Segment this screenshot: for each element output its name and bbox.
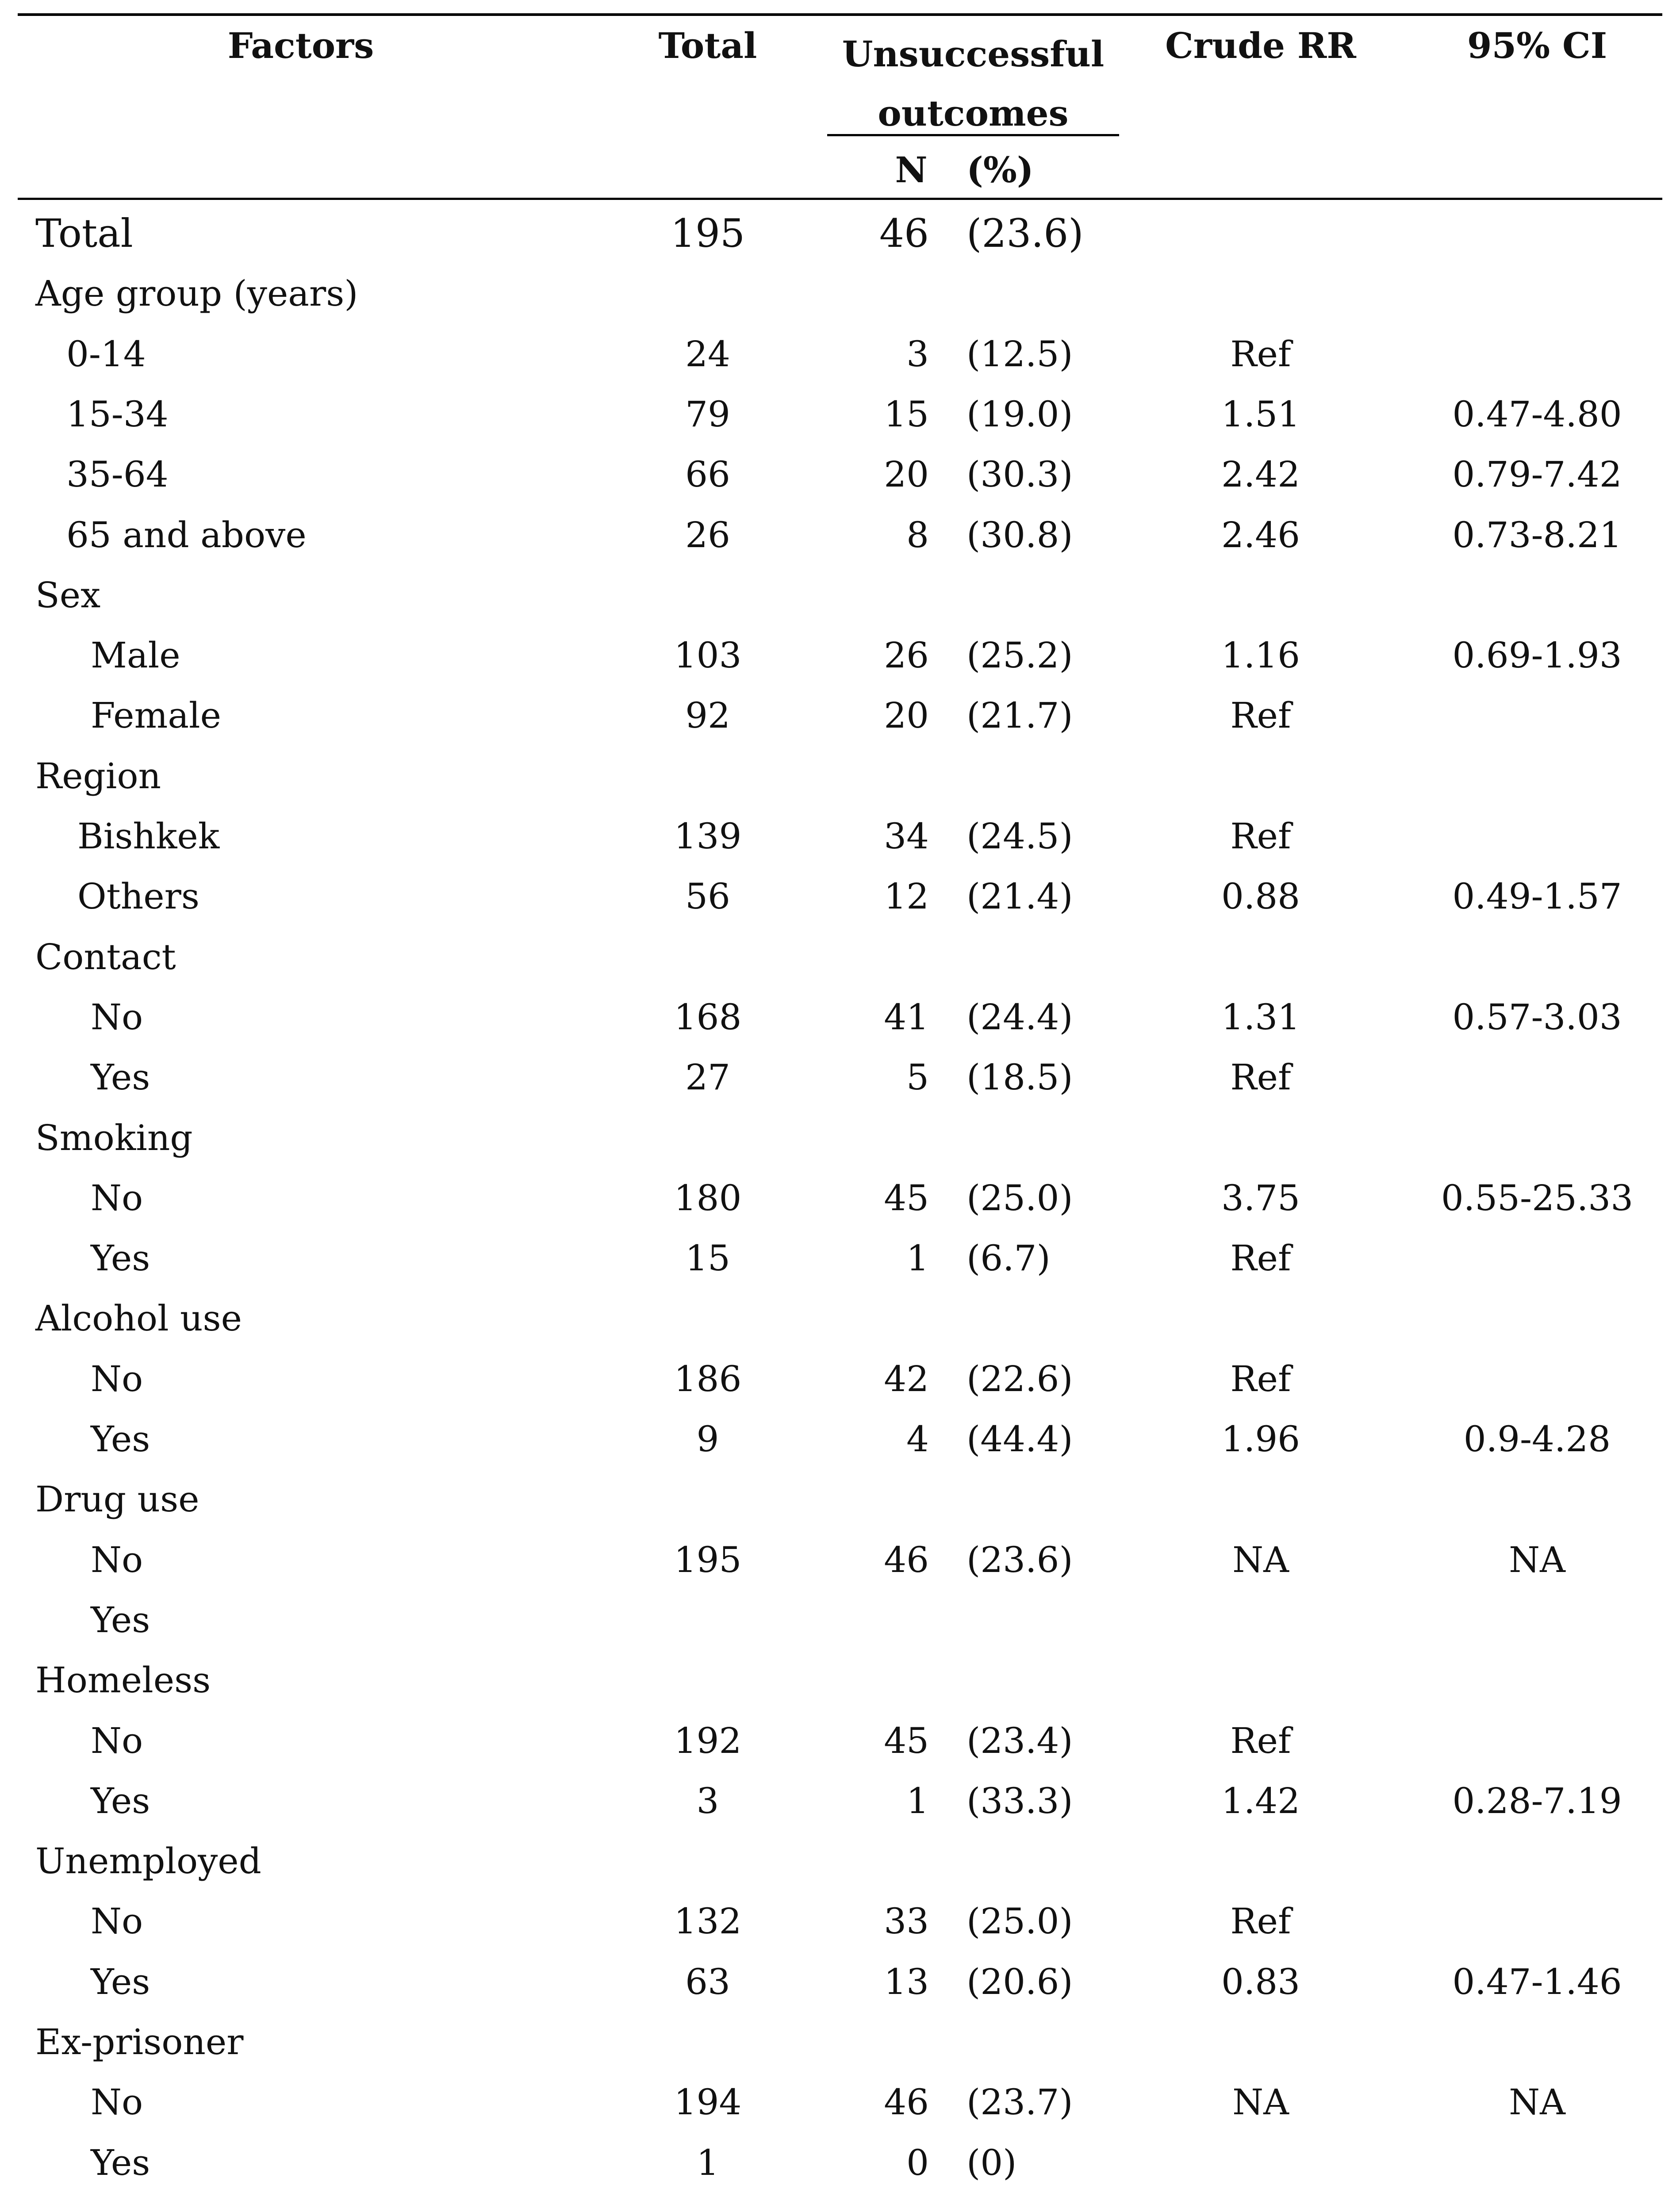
row-label: 65 and above <box>66 514 307 556</box>
row-n: 34 <box>884 816 929 857</box>
table-row <box>0 1288 1680 1349</box>
table-row <box>0 1047 1680 1108</box>
table-row <box>0 384 1680 445</box>
row-label: No <box>91 1720 143 1761</box>
row-crude-rr: Ref <box>1230 1358 1291 1399</box>
row-n: 1 <box>906 1780 929 1821</box>
table-row <box>0 1168 1680 1228</box>
row-crude-rr: 0.83 <box>1221 1961 1300 2002</box>
row-total: 3 <box>696 1780 719 1821</box>
row-crude-rr: 2.46 <box>1221 514 1300 556</box>
row-total: 168 <box>674 996 742 1038</box>
row-label: Drug use <box>35 1479 199 1520</box>
row-total: 79 <box>685 393 730 435</box>
row-percent: (23.6) <box>967 211 1084 256</box>
header-crude-rr: Crude RR <box>1165 25 1356 66</box>
table-row <box>0 1650 1680 1710</box>
row-ci: 0.57-3.03 <box>1452 996 1622 1038</box>
table-row <box>0 1831 1680 1891</box>
row-percent: (0) <box>967 2142 1017 2183</box>
row-n: 13 <box>884 1961 929 2002</box>
row-percent: (30.3) <box>967 454 1073 495</box>
header-n: N <box>895 149 928 191</box>
table-row <box>0 264 1680 324</box>
row-percent: (23.4) <box>967 1720 1073 1761</box>
row-total: 132 <box>674 1901 742 1942</box>
row-percent: (6.7) <box>967 1238 1051 1279</box>
row-n: 4 <box>906 1419 929 1460</box>
row-n: 45 <box>884 1720 929 1761</box>
row-crude-rr: Ref <box>1230 816 1291 857</box>
row-crude-rr: 1.31 <box>1221 996 1300 1038</box>
row-label: No <box>91 1901 143 1942</box>
row-label: Alcohol use <box>35 1298 242 1339</box>
row-n: 15 <box>884 393 929 435</box>
header-95-ci: 95% CI <box>1467 25 1607 66</box>
row-ci: NA <box>1509 2082 1565 2123</box>
row-label: Contact <box>35 936 176 978</box>
row-label: No <box>91 1358 143 1399</box>
row-percent: (25.2) <box>967 635 1073 676</box>
row-total: 63 <box>685 1961 730 2002</box>
row-n: 46 <box>879 211 929 256</box>
table-row <box>0 445 1680 505</box>
row-total: 26 <box>685 514 730 556</box>
row-label: No <box>91 1177 143 1219</box>
row-crude-rr: NA <box>1232 2082 1289 2123</box>
row-total: 139 <box>674 816 742 857</box>
row-n: 20 <box>884 695 929 736</box>
row-crude-rr: 3.75 <box>1221 1177 1300 1219</box>
row-label: Yes <box>91 1961 150 2002</box>
row-total: 24 <box>685 333 730 375</box>
subheader-rule <box>827 134 1119 136</box>
row-percent: (25.0) <box>967 1177 1073 1219</box>
row-total: 1 <box>696 2142 719 2183</box>
row-percent: (25.0) <box>967 1901 1073 1942</box>
row-crude-rr: 1.51 <box>1221 393 1300 435</box>
row-label: 35-64 <box>66 454 169 495</box>
table-row <box>0 1409 1680 1469</box>
row-crude-rr: Ref <box>1230 695 1291 736</box>
row-percent: (44.4) <box>967 1419 1073 1460</box>
row-n: 46 <box>884 2082 929 2123</box>
table-row <box>0 625 1680 686</box>
row-ci: 0.47-4.80 <box>1452 393 1622 435</box>
table-row <box>0 2072 1680 2132</box>
table-row <box>0 1952 1680 2012</box>
row-label: 15-34 <box>66 393 169 435</box>
table-row <box>0 806 1680 866</box>
row-percent: (18.5) <box>967 1057 1073 1098</box>
row-ci: NA <box>1509 1539 1565 1580</box>
table-row <box>0 746 1680 806</box>
table-row <box>0 927 1680 987</box>
row-percent: (24.5) <box>967 816 1073 857</box>
header-total: Total <box>658 25 757 66</box>
table-row <box>0 324 1680 384</box>
table-row <box>0 565 1680 625</box>
row-total: 195 <box>674 1539 742 1580</box>
row-total: 186 <box>674 1358 742 1399</box>
row-label: 0-14 <box>66 333 146 375</box>
table-row <box>0 1530 1680 1590</box>
table-row <box>0 505 1680 565</box>
row-n: 46 <box>884 1539 929 1580</box>
row-label: Yes <box>91 1599 150 1641</box>
row-ci: 0.49-1.57 <box>1452 876 1622 917</box>
table-row <box>0 1108 1680 1168</box>
row-ci: 0.55-25.33 <box>1441 1177 1634 1219</box>
table-row <box>0 2133 1680 2193</box>
row-percent: (12.5) <box>967 333 1073 375</box>
row-total: 195 <box>671 211 745 256</box>
row-crude-rr: Ref <box>1230 333 1291 375</box>
row-crude-rr: 1.16 <box>1221 635 1300 676</box>
row-n: 8 <box>906 514 929 556</box>
header-factors: Factors <box>227 25 374 66</box>
header-unsuccessful-outcomes: Unsuccessful outcomes <box>842 33 1105 134</box>
row-percent: (30.8) <box>967 514 1073 556</box>
row-label: Yes <box>91 1238 150 1279</box>
row-crude-rr: Ref <box>1230 1057 1291 1098</box>
table-row <box>0 1891 1680 1951</box>
row-n: 41 <box>884 996 929 1038</box>
row-crude-rr: 0.88 <box>1221 876 1300 917</box>
row-percent: (19.0) <box>967 393 1073 435</box>
row-label: Homeless <box>35 1660 211 1701</box>
row-total: 192 <box>674 1720 742 1761</box>
row-percent: (20.6) <box>967 1961 1073 2002</box>
row-percent: (21.4) <box>967 876 1073 917</box>
row-percent: (23.6) <box>967 1539 1073 1580</box>
row-total: 66 <box>685 454 730 495</box>
row-label: Yes <box>91 2142 150 2183</box>
top-rule <box>18 13 1662 16</box>
row-crude-rr: Ref <box>1230 1720 1291 1761</box>
table-row <box>0 1771 1680 1831</box>
row-label: No <box>91 2082 143 2123</box>
row-total: 103 <box>674 635 742 676</box>
row-label: Female <box>91 695 221 736</box>
table-row <box>0 1228 1680 1288</box>
row-total: 27 <box>685 1057 730 1098</box>
row-ci: 0.69-1.93 <box>1452 635 1622 676</box>
row-n: 45 <box>884 1177 929 1219</box>
row-label: Yes <box>91 1419 150 1460</box>
row-percent: (24.4) <box>967 996 1073 1038</box>
row-crude-rr: Ref <box>1230 1238 1291 1279</box>
table-row <box>0 1590 1680 1650</box>
row-crude-rr: 2.42 <box>1221 454 1300 495</box>
row-total: 92 <box>685 695 730 736</box>
row-crude-rr: Ref <box>1230 1901 1291 1942</box>
row-label: Ex-prisoner <box>35 2021 244 2063</box>
row-label: Region <box>35 755 161 797</box>
row-n: 12 <box>884 876 929 917</box>
row-n: 26 <box>884 635 929 676</box>
row-label: Total <box>35 211 133 256</box>
row-label: Male <box>91 635 180 676</box>
row-n: 3 <box>906 333 929 375</box>
row-n: 1 <box>906 1238 929 1279</box>
row-percent: (21.7) <box>967 695 1073 736</box>
row-ci: 0.28-7.19 <box>1452 1780 1622 1821</box>
row-crude-rr: 1.96 <box>1221 1419 1300 1460</box>
row-label: Yes <box>91 1780 150 1821</box>
row-total: 194 <box>674 2082 742 2123</box>
header-percent: (%) <box>967 149 1034 191</box>
row-total: 15 <box>685 1238 730 1279</box>
table-row <box>0 686 1680 746</box>
table-row <box>0 987 1680 1047</box>
row-ci: 0.47-1.46 <box>1452 1961 1622 2002</box>
row-ci: 0.73-8.21 <box>1452 514 1622 556</box>
row-label: Yes <box>91 1057 150 1098</box>
row-label: No <box>91 996 143 1038</box>
row-total: 56 <box>685 876 730 917</box>
row-percent: (33.3) <box>967 1780 1073 1821</box>
table-row <box>0 1349 1680 1409</box>
row-percent: (22.6) <box>967 1358 1073 1399</box>
row-label: Bishkek <box>77 816 220 857</box>
row-crude-rr: 1.42 <box>1221 1780 1300 1821</box>
row-label: Others <box>77 876 199 917</box>
row-label: Unemployed <box>35 1840 261 1882</box>
row-total: 9 <box>696 1419 719 1460</box>
row-label: Age group (years) <box>35 273 358 314</box>
row-percent: (23.7) <box>967 2082 1073 2123</box>
table-row <box>0 1711 1680 1771</box>
row-label: No <box>91 1539 143 1580</box>
row-n: 5 <box>906 1057 929 1098</box>
row-n: 42 <box>884 1358 929 1399</box>
table-row <box>0 1469 1680 1530</box>
table-row <box>0 203 1680 264</box>
row-n: 33 <box>884 1901 929 1942</box>
row-ci: 0.9-4.28 <box>1463 1419 1611 1460</box>
table-row <box>0 2012 1680 2072</box>
row-n: 0 <box>906 2142 929 2183</box>
row-crude-rr: NA <box>1232 1539 1289 1580</box>
row-label: Smoking <box>35 1117 193 1158</box>
row-ci: 0.79-7.42 <box>1452 454 1622 495</box>
header-bottom-rule <box>18 198 1662 200</box>
row-n: 20 <box>884 454 929 495</box>
table-row <box>0 866 1680 927</box>
row-total: 180 <box>674 1177 742 1219</box>
row-label: Sex <box>35 574 101 616</box>
